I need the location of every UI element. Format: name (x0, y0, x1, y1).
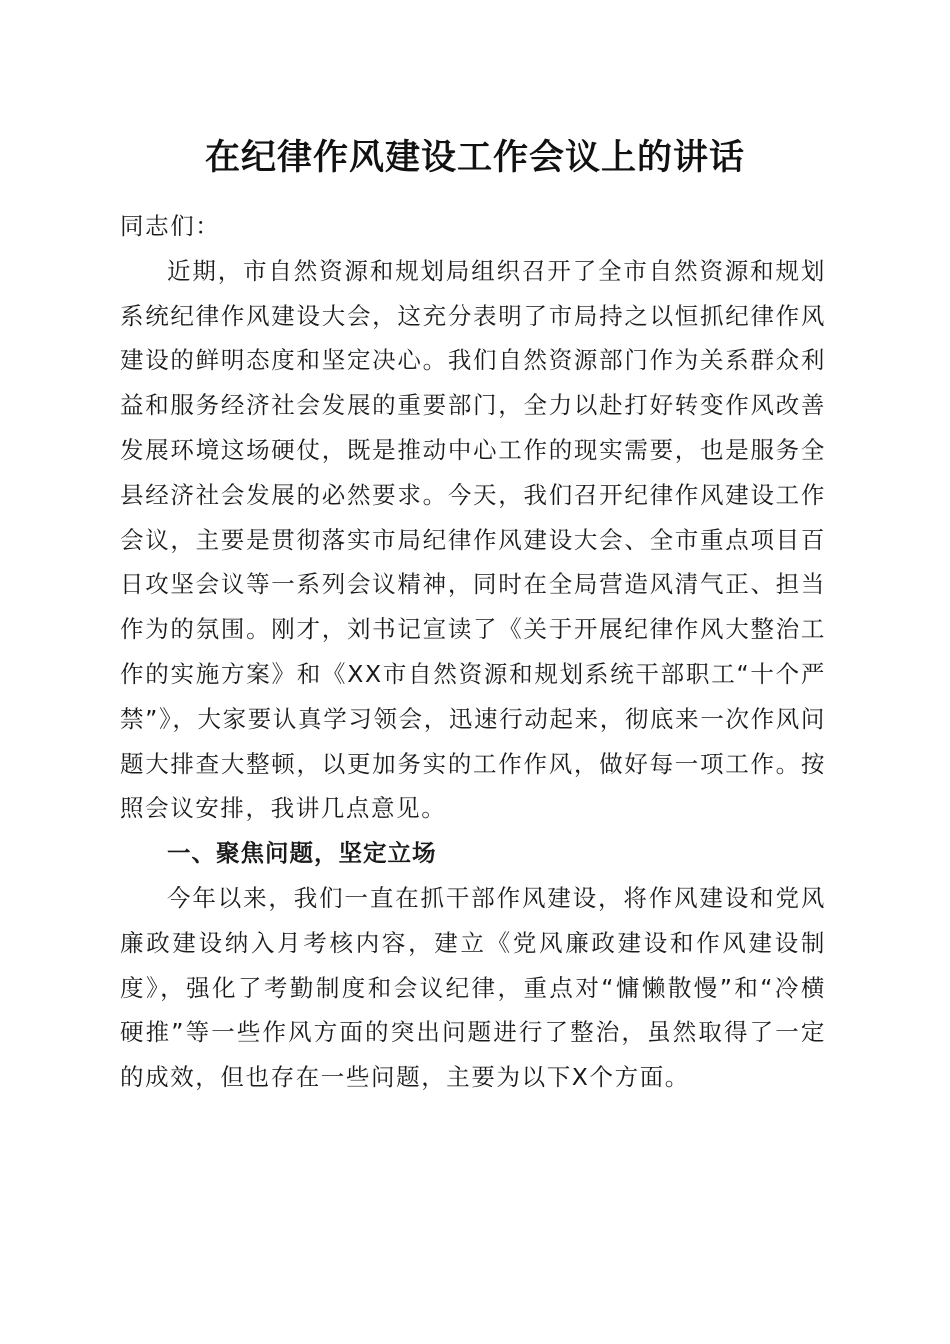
salutation: 同志们： (120, 212, 221, 240)
document-title: 在纪律作风建设工作会议上的讲话 (204, 137, 745, 178)
section-paragraph: 今年以来，我们一直在抓干部作风建设，将作风建设和党风廉政建设纳入月考核内容，建立《党风廉政建设和作风建设制度》，强化了考勤制度和会议纪律，重点对“慵懒散慢”和“冷横硬推”等一些作风方面的突出问题进行了整治，虽然取得了一定的成效，但也存在一些问题，主要为以下X个方面。 (120, 883, 826, 1092)
section-heading: 一、聚焦问题，坚定立场 (167, 839, 437, 868)
intro-paragraph: 近期，市自然资源和规划局组织召开了全市自然资源和规划系统纪律作风建设大会，这充分表明了市局持之以恒抓纪律作风建设的鲜明态度和坚定决心。我们自然资源部门作为关系群众利益和服务经济社会发展的重要部门，全力以赴打好转变作风改善发展环境这场硬仗，既是推动中心工作的现实需要，也是服务全县经济社会发展的必然要求。今天，我们召开纪律作风建设工作会议，主要是贯彻落实市局纪律作风建设大会、全市重点项目百日攻坚会议等一系列会议精神，同时在全局营造风清气正、担当作为的氛围。刚才，刘书记宣读了《关于开展纪律作风大整治工作的实施方案》和《XX市自然资源和规划系统干部职工“十个严禁”》，大家要认真学习领会，迅速行动起来，彻底来一次作风问题大排查大整顿，以更加务实的工作作风，做好每一项工作。按照会议安排，我讲几点意见。 (120, 256, 826, 823)
document-body (120, 204, 826, 1100)
